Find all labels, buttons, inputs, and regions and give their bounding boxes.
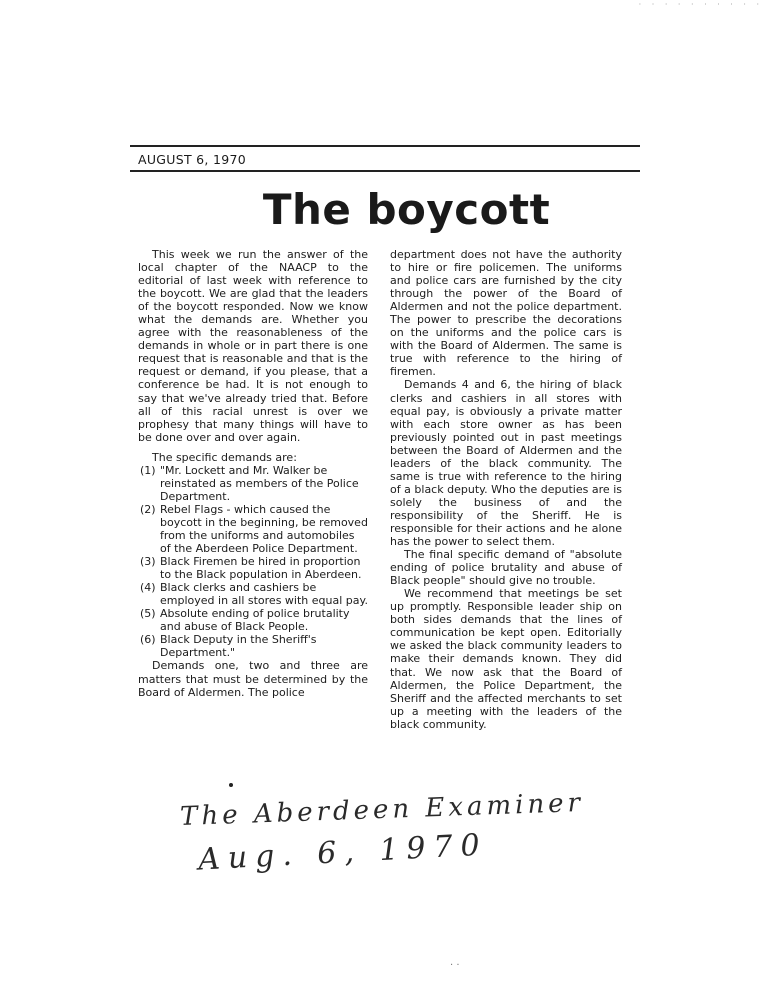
- right-column: [390, 248, 622, 731]
- paragraph-recommendation: We recommend that meetings be set up promptly. Responsible leader ship on both sides demands that the lines of communication be kept open. Editorially we asked the black community leaders to make their demands known. They did that. We now ask that the Board of Aldermen, the Police Department, the Sheriff and the affected merchants to set up a meeting with the leaders of the black community.: [390, 587, 622, 731]
- handwritten-date: Aug. 6, 1970: [197, 827, 489, 878]
- demands-list: [138, 464, 368, 660]
- scan-speck: · ·: [450, 960, 460, 971]
- ink-dot: [229, 783, 233, 787]
- list-item: (6) Black Deputy in the Sheriff's Department.": [140, 633, 317, 660]
- paragraph-demands-4-6: Demands 4 and 6, the hiring of black clerks and cashiers in all stores with equal pay, is obviously a private matter with each store owner as has been previously pointed out in past meetings between the Board of Aldermen and the leaders of the black community. The same is true with reference to the hiring of a black deputy. Who the deputies are is solely the business of and the responsibility of the Sheriff. He is responsible for their actions and he alone has the power to select them.: [390, 378, 622, 549]
- list-item: (5) Absolute ending of police brutality and abuse of Black People.: [140, 607, 350, 634]
- list-item: (4) Black clerks and cashiers be employed in all stores with equal pay.: [140, 581, 368, 608]
- left-column: [138, 248, 368, 699]
- headline: The boycott: [262, 185, 551, 234]
- list-item: (1) "Mr. Lockett and Mr. Walker be reinstated as members of the Police Department.: [140, 463, 359, 503]
- paragraph-authority: department does not have the authority to hire or fire policemen. The uniforms and police cars are furnished by the city through the power of the Board of Aldermen and not the police department. The power to prescribe the decorations on the uniforms and the police cars is with the Board of Aldermen. The same is true with reference to the hiring of firemen.: [390, 248, 622, 379]
- list-item: (3) Black Firemen be hired in proportion to the Black population in Aberdeen.: [140, 555, 362, 582]
- handwritten-source: The Aberdeen Examiner: [179, 787, 585, 833]
- dateline-rule: [130, 170, 640, 172]
- list-item: (2) Rebel Flags - which caused the boycott in the beginning, be removed from the uniforms and automobiles of the Aberdeen Police Department.: [140, 502, 368, 556]
- scan-artifact: · · · · · · · · · ·: [638, 0, 763, 9]
- closing-paragraph: Demands one, two and three are matters that must be determined by the Board of Aldermen. The police: [138, 659, 368, 699]
- demands-intro: The specific demands are:: [152, 450, 297, 464]
- intro-paragraph: This week we run the answer of the local chapter of the NAACP to the editorial of last week with reference to the boycott. We are glad that the leaders of the boycott responded. Now we know what the demands are. Whether you agree with the reasonableness of the demands in whole or in part there is one request that is reasonable and that is the request or demand, if you please, that a conference be had. It is not enough to say that we've already tried that. Before all of this racial unrest is over we prophesy that many things will have to be done over and over again.: [138, 248, 368, 444]
- dateline: AUGUST 6, 1970: [138, 152, 246, 167]
- top-rule: [130, 145, 640, 147]
- paragraph-final-demand: The final specific demand of "absolute ending of police brutality and abuse of Black people" should give no trouble.: [390, 548, 622, 588]
